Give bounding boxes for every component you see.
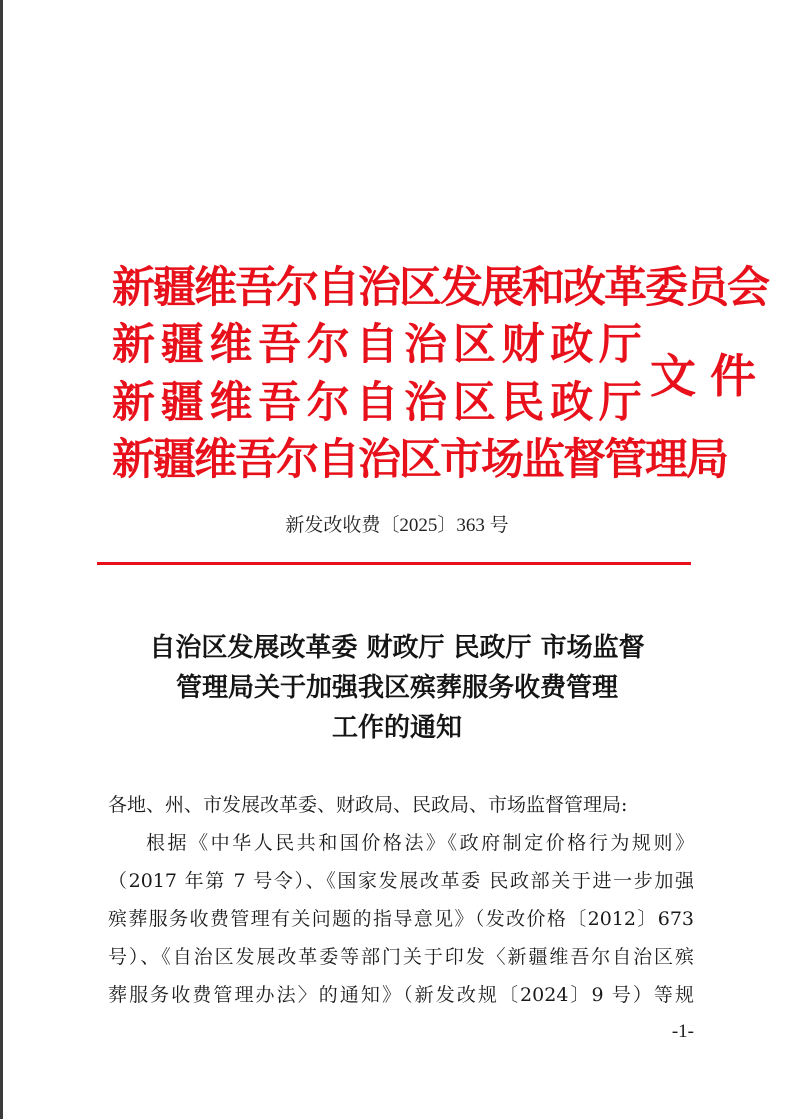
agency-ndrc: 新疆维吾尔自治区发展和改革委员会 bbox=[112, 263, 768, 313]
title-line: 自治区发展改革委 财政厅 民政厅 市场监督 bbox=[149, 633, 645, 663]
agency-finance: 新 疆 维 吾 尔 自 治 区 财 政 厅 bbox=[112, 320, 642, 370]
paragraph-line: （2017 年第 7 号令）、《国家发展改革委 民政部关于进一步加强 bbox=[108, 870, 694, 892]
red-header bbox=[112, 262, 770, 487]
paragraph-line: 根据《中华人民共和国价格法》《政府制定价格行为规则》 bbox=[146, 832, 694, 854]
red-divider bbox=[97, 562, 691, 565]
page-edge bbox=[0, 0, 3, 1119]
title-line: 管理局关于加强我区殡葬服务收费管理 bbox=[175, 673, 618, 703]
document-word: 文件 bbox=[650, 349, 770, 403]
agency-civil-affairs: 新 疆 维 吾 尔 自 治 区 民 政 厅 bbox=[112, 378, 642, 428]
document-title bbox=[60, 628, 734, 748]
paragraph-line: 葬服务收费管理办法〉的通知》（新发改规〔2024〕9 号）等规 bbox=[108, 984, 694, 1006]
paragraph-line: 号）、《自治区发展改革委等部门关于印发〈新疆维吾尔自治区殡 bbox=[108, 946, 694, 968]
document-number: 新发改收费〔2025〕363 号 bbox=[285, 515, 509, 536]
agency-market-regulation: 新疆维吾尔自治区市场监督管理局 bbox=[112, 435, 727, 485]
addressee: 各地、州、市发展改革委、财政局、民政局、市场监督管理局: bbox=[108, 794, 628, 816]
title-line: 工作的通知 bbox=[331, 713, 462, 743]
page-number: -1- bbox=[671, 1021, 694, 1042]
paragraph-line: 殡葬服务收费管理有关问题的指导意见》（发改价格〔2012〕673 bbox=[108, 908, 694, 930]
